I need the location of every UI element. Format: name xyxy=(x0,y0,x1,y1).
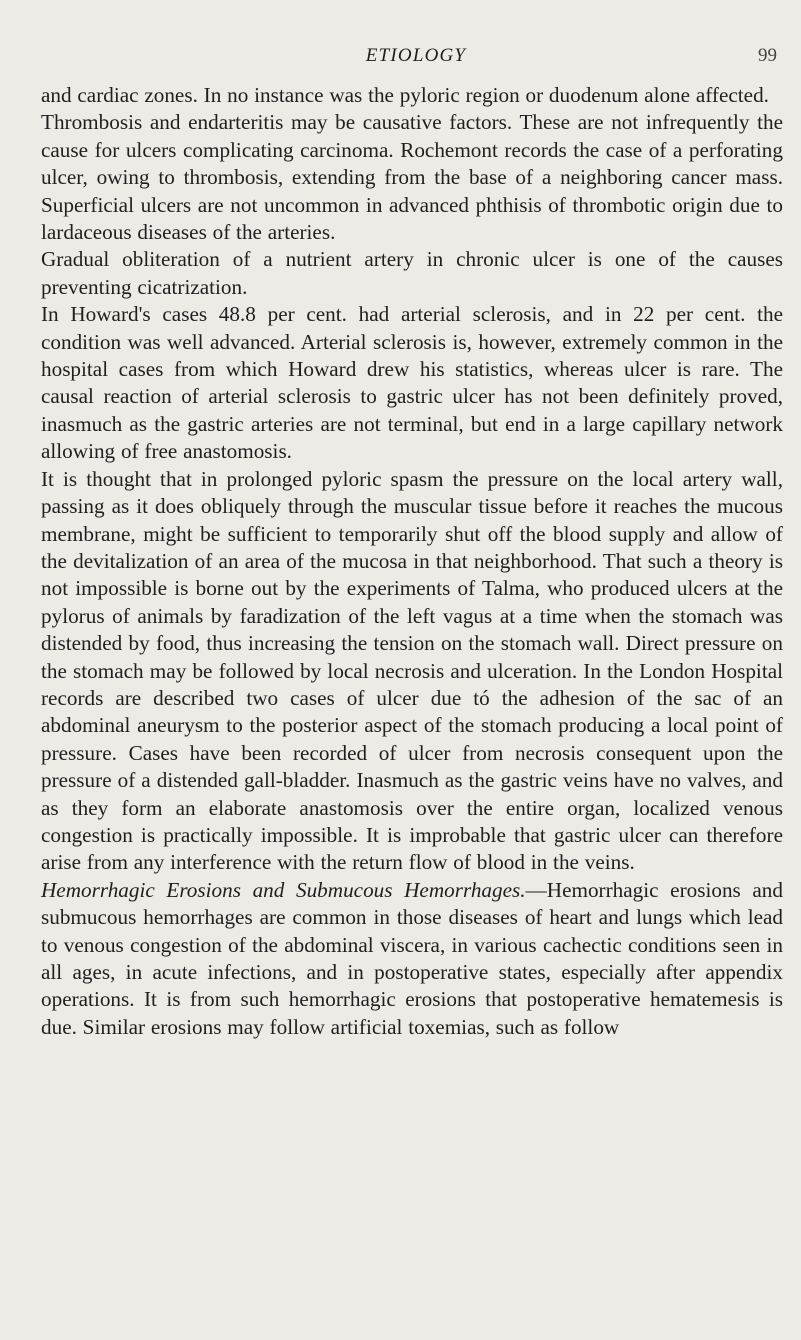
body-text xyxy=(41,82,783,1041)
paragraph-continuation: and cardiac zones. In no instance was the pyloric region or duodenum alone affected. xyxy=(41,83,769,107)
page-number: 99 xyxy=(758,45,777,66)
paragraph-obliteration: Gradual obliteration of a nutrient artery in chronic ulcer is one of the causes preventing cicatrization. xyxy=(41,247,783,299)
paragraph-hemorrhagic-erosions xyxy=(41,877,783,1041)
paragraph-pyloric-spasm: It is thought that in prolonged pyloric spasm the pressure on the local artery wall, passing as it does obliquely through the muscular tissue before it reaches the mucous membrane, might be sufficient to temporarily shut off the blood supply and allow of the devitalization of an area of the mucosa in that neighborhood. That such a theory is not impossible is borne out by the experiments of Talma, who produced ulcers at the pylorus of animals by faradization of the left vagus at a time when the stomach was distended by food, thus increasing the tension on the stomach wall. Direct pressure on the stomach may be followed by local necrosis and ulceration. In the London Hospital records are described two cases of ulcer due tó the adhesion of the sac of an abdominal aneurysm to the posterior aspect of the stomach producing a local point of pressure. Cases have been recorded of ulcer from necrosis consequent upon the pressure of a distended gall-bladder. Inasmuch as the gastric veins have no valves, and as they form an elaborate anastomosis over the entire organ, localized venous congestion is practically impossible. It is improbable that gastric ulcer can therefore arise from any interference with the return flow of blood in the veins. xyxy=(41,466,783,875)
section-text: —Hemorrhagic erosions and submucous hemorrhages are common in those diseases of heart and lungs which lead to venous congestion of the abdominal viscera, in various cachectic conditions seen in all ages, in acute infections, and in postoperative states, especially after appendix operations. It is from such hemorrhagic erosions that postoperative hematemesis is due. Similar erosions may follow artificial toxemias, such as follow xyxy=(41,877,783,1039)
paragraph-thrombosis: Thrombosis and endarteritis may be causative factors. These are not infrequently the cause for ulcers complicating carcinoma. Rochemont records the case of a perforating ulcer, owing to thrombosis, extending from the base of a neighboring cancer mass. Superficial ulcers are not uncommon in advanced phthisis of thrombotic origin due to lardaceous diseases of the arteries. xyxy=(41,110,783,245)
running-head-title: ETIOLOGY xyxy=(365,45,467,66)
section-heading: Hemorrhagic Erosions and Submucous Hemorrhages. xyxy=(41,877,526,902)
paragraph-howard-cases: In Howard's cases 48.8 per cent. had arterial sclerosis, and in 22 per cent. the condition was well advanced. Arterial sclerosis is, however, extremely common in the hospital cases from which Howard drew his statistics, whereas ulcer is rare. The causal reaction of arterial sclerosis to gastric ulcer has not been definitely proved, inasmuch as the gastric arteries are not terminal, but end in a large capillary network allowing of free anastomosis. xyxy=(41,302,783,464)
running-head xyxy=(41,0,783,66)
